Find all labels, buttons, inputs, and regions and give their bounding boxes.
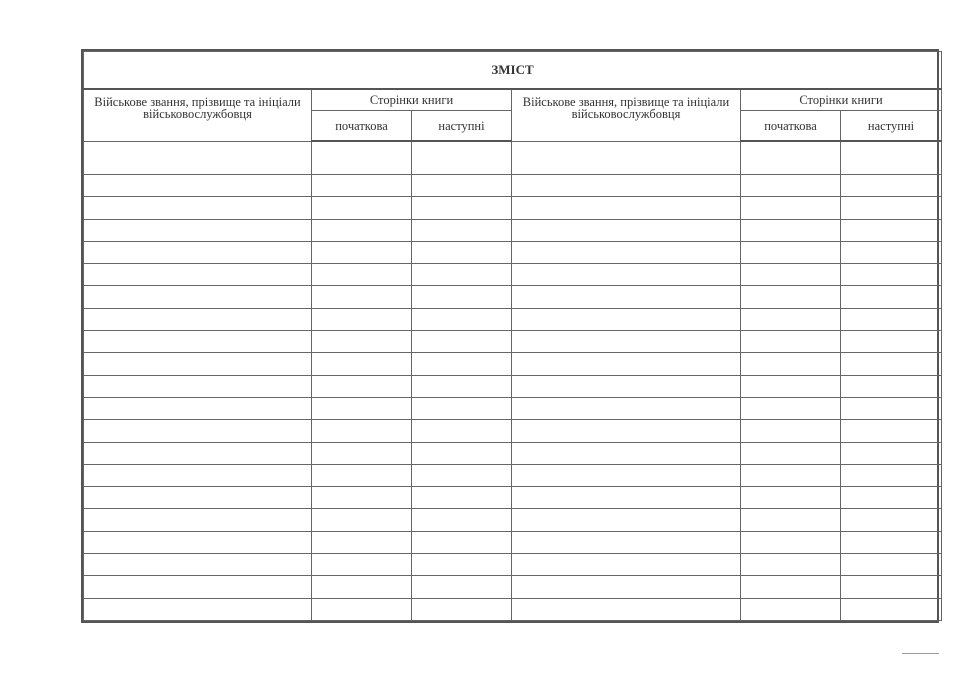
- cell-initial-left: [312, 308, 412, 330]
- cell-name-left: [84, 141, 312, 174]
- table-row: [84, 174, 942, 196]
- table-row: [84, 331, 942, 353]
- cell-next-right: [841, 487, 942, 509]
- cell-next-right: [841, 531, 942, 553]
- cell-initial-left: [312, 264, 412, 286]
- table-row: [84, 308, 942, 330]
- table-row: [84, 598, 942, 620]
- cell-initial-left: [312, 141, 412, 174]
- table-row: [84, 420, 942, 442]
- cell-initial-left: [312, 241, 412, 263]
- cell-name-right: [512, 331, 741, 353]
- cell-name-right: [512, 174, 741, 196]
- cell-initial-left: [312, 174, 412, 196]
- column-header-pages-group-left: Сторінки книги: [312, 89, 512, 111]
- cell-initial-left: [312, 509, 412, 531]
- cell-name-left: [84, 420, 312, 442]
- page-title: ЗМІСТ: [84, 52, 942, 90]
- cell-initial-right: [741, 420, 841, 442]
- cell-initial-right: [741, 487, 841, 509]
- column-header-name-right: Військове звання, прізвище та ініціали військовослужбовця: [512, 89, 741, 141]
- cell-name-left: [84, 598, 312, 620]
- contents-table: [83, 51, 942, 621]
- table-row: [84, 576, 942, 598]
- cell-name-left: [84, 509, 312, 531]
- table-row: [84, 442, 942, 464]
- cell-name-right: [512, 487, 741, 509]
- cell-name-left: [84, 331, 312, 353]
- cell-next-left: [412, 531, 512, 553]
- cell-initial-right: [741, 509, 841, 531]
- cell-name-right: [512, 531, 741, 553]
- cell-name-left: [84, 464, 312, 486]
- cell-initial-left: [312, 197, 412, 219]
- cell-next-left: [412, 420, 512, 442]
- cell-name-left: [84, 174, 312, 196]
- cell-name-left: [84, 442, 312, 464]
- cell-initial-left: [312, 286, 412, 308]
- cell-name-right: [512, 375, 741, 397]
- cell-initial-right: [741, 264, 841, 286]
- cell-initial-left: [312, 331, 412, 353]
- cell-next-right: [841, 509, 942, 531]
- cell-next-left: [412, 464, 512, 486]
- cell-name-right: [512, 464, 741, 486]
- cell-next-right: [841, 598, 942, 620]
- table-row: [84, 264, 942, 286]
- table-row: [84, 219, 942, 241]
- cell-initial-left: [312, 219, 412, 241]
- cell-next-right: [841, 308, 942, 330]
- cell-initial-right: [741, 286, 841, 308]
- column-header-initial-left: початкова: [312, 111, 412, 142]
- cell-next-left: [412, 598, 512, 620]
- cell-initial-left: [312, 531, 412, 553]
- column-header-initial-right: початкова: [741, 111, 841, 142]
- table-row: [84, 353, 942, 375]
- cell-name-left: [84, 375, 312, 397]
- cell-next-left: [412, 197, 512, 219]
- cell-next-right: [841, 141, 942, 174]
- cell-next-left: [412, 353, 512, 375]
- cell-next-right: [841, 464, 942, 486]
- cell-initial-right: [741, 219, 841, 241]
- cell-initial-right: [741, 241, 841, 263]
- cell-initial-left: [312, 397, 412, 419]
- table-row: [84, 141, 942, 174]
- cell-initial-right: [741, 375, 841, 397]
- cell-next-right: [841, 554, 942, 576]
- cell-next-left: [412, 286, 512, 308]
- cell-next-right: [841, 219, 942, 241]
- cell-initial-left: [312, 576, 412, 598]
- table-row: [84, 375, 942, 397]
- cell-initial-left: [312, 554, 412, 576]
- table-row: [84, 397, 942, 419]
- cell-initial-right: [741, 397, 841, 419]
- cell-name-left: [84, 219, 312, 241]
- column-header-next-left: наступні: [412, 111, 512, 142]
- cell-name-left: [84, 531, 312, 553]
- cell-initial-left: [312, 464, 412, 486]
- cell-name-left: [84, 308, 312, 330]
- cell-next-left: [412, 264, 512, 286]
- column-header-pages-group-right: Сторінки книги: [741, 89, 942, 111]
- cell-initial-right: [741, 464, 841, 486]
- cell-name-left: [84, 241, 312, 263]
- cell-next-left: [412, 397, 512, 419]
- cell-name-right: [512, 197, 741, 219]
- cell-name-left: [84, 353, 312, 375]
- cell-next-right: [841, 264, 942, 286]
- cell-next-left: [412, 509, 512, 531]
- cell-initial-left: [312, 598, 412, 620]
- table-row: [84, 464, 942, 486]
- cell-next-right: [841, 442, 942, 464]
- cell-next-right: [841, 375, 942, 397]
- cell-initial-right: [741, 197, 841, 219]
- cell-name-right: [512, 420, 741, 442]
- table-row: [84, 509, 942, 531]
- cell-next-left: [412, 174, 512, 196]
- cell-next-left: [412, 442, 512, 464]
- cell-initial-left: [312, 487, 412, 509]
- cell-name-left: [84, 286, 312, 308]
- cell-name-right: [512, 308, 741, 330]
- cell-name-left: [84, 487, 312, 509]
- cell-name-right: [512, 554, 741, 576]
- contents-table-sheet: [81, 49, 939, 623]
- cell-next-right: [841, 576, 942, 598]
- cell-name-right: [512, 219, 741, 241]
- cell-name-right: [512, 141, 741, 174]
- cell-initial-right: [741, 598, 841, 620]
- cell-name-right: [512, 286, 741, 308]
- cell-initial-right: [741, 308, 841, 330]
- cell-next-right: [841, 286, 942, 308]
- cell-next-right: [841, 331, 942, 353]
- cell-next-right: [841, 397, 942, 419]
- cell-name-right: [512, 509, 741, 531]
- column-header-next-right: наступні: [841, 111, 942, 142]
- cell-next-left: [412, 375, 512, 397]
- cell-initial-left: [312, 375, 412, 397]
- table-row: [84, 197, 942, 219]
- cell-next-left: [412, 219, 512, 241]
- cell-initial-left: [312, 420, 412, 442]
- cell-initial-right: [741, 576, 841, 598]
- cell-next-right: [841, 174, 942, 196]
- table-row: [84, 241, 942, 263]
- cell-name-right: [512, 397, 741, 419]
- cell-next-left: [412, 487, 512, 509]
- table-row: [84, 487, 942, 509]
- cell-initial-right: [741, 174, 841, 196]
- cell-name-left: [84, 197, 312, 219]
- table-row: [84, 554, 942, 576]
- cell-initial-left: [312, 442, 412, 464]
- cell-initial-right: [741, 442, 841, 464]
- footer-divider: [902, 653, 939, 654]
- cell-initial-right: [741, 554, 841, 576]
- cell-name-left: [84, 397, 312, 419]
- cell-initial-right: [741, 531, 841, 553]
- cell-name-right: [512, 264, 741, 286]
- cell-name-right: [512, 241, 741, 263]
- cell-next-left: [412, 141, 512, 174]
- cell-next-left: [412, 241, 512, 263]
- cell-next-right: [841, 197, 942, 219]
- cell-next-right: [841, 353, 942, 375]
- cell-initial-right: [741, 331, 841, 353]
- cell-next-left: [412, 308, 512, 330]
- cell-initial-right: [741, 353, 841, 375]
- cell-name-left: [84, 554, 312, 576]
- cell-name-left: [84, 264, 312, 286]
- cell-name-right: [512, 353, 741, 375]
- column-header-name-left: Військове звання, прізвище та ініціали військовослужбовця: [84, 89, 312, 141]
- cell-initial-right: [741, 141, 841, 174]
- cell-name-right: [512, 442, 741, 464]
- cell-next-right: [841, 241, 942, 263]
- cell-next-left: [412, 576, 512, 598]
- cell-next-left: [412, 554, 512, 576]
- cell-name-right: [512, 576, 741, 598]
- cell-initial-left: [312, 353, 412, 375]
- table-row: [84, 531, 942, 553]
- cell-name-left: [84, 576, 312, 598]
- cell-next-right: [841, 420, 942, 442]
- cell-name-right: [512, 598, 741, 620]
- table-row: [84, 286, 942, 308]
- cell-next-left: [412, 331, 512, 353]
- table-body: [84, 141, 942, 621]
